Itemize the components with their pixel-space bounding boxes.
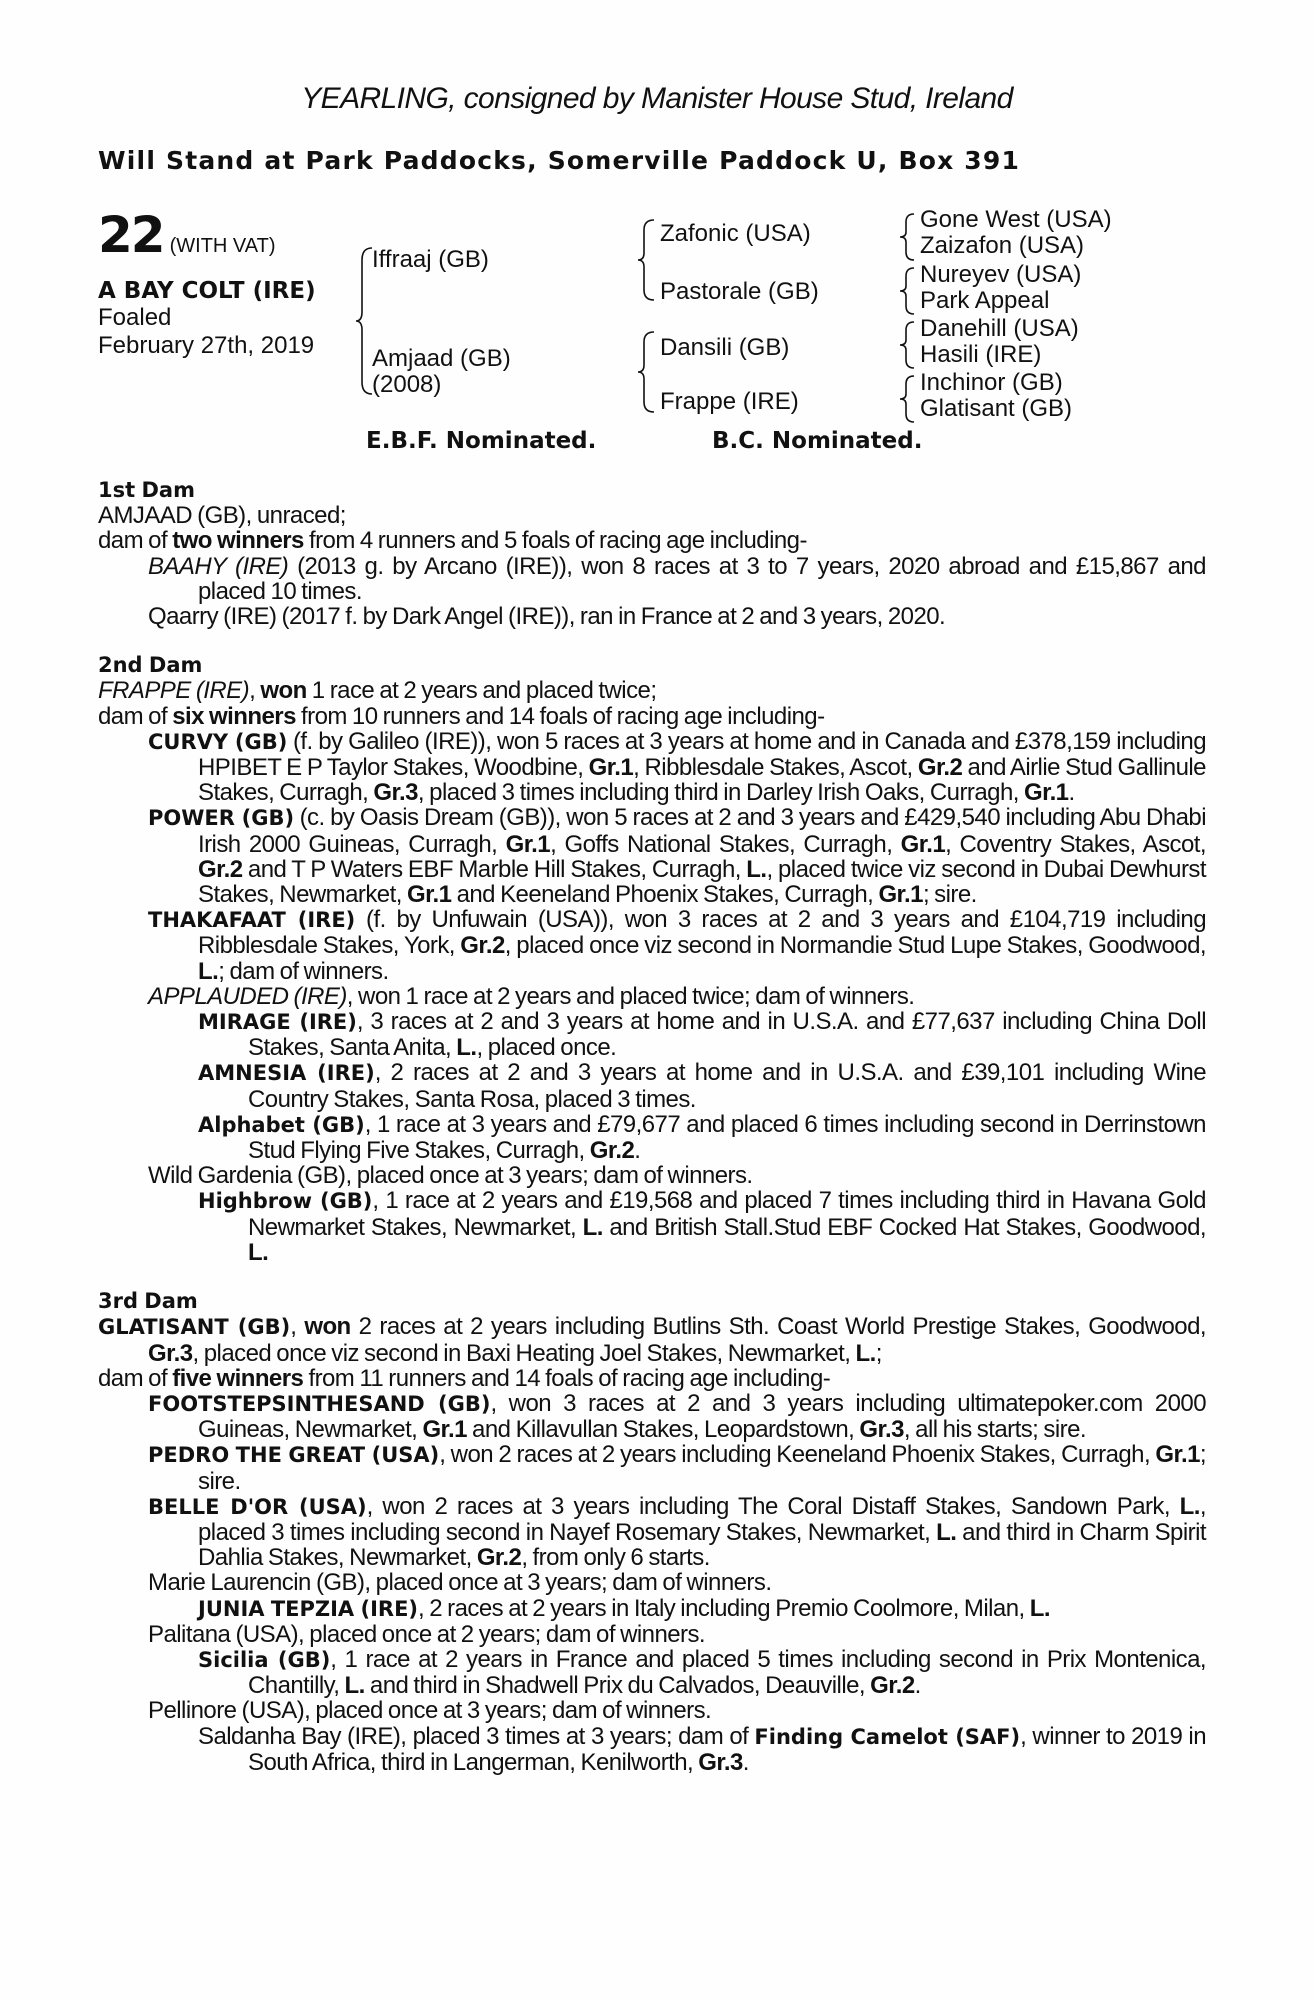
text-run: Gr.3 [859, 1416, 904, 1444]
text-run: Pellinore (USA), placed once at 3 years; dam of winners. [148, 1697, 712, 1725]
dam-sire: Dansili (GB) [660, 334, 790, 361]
text-run: Gr.2 [460, 932, 505, 960]
bc-nominated: B.C. Nominated. [712, 428, 923, 454]
text-run: Gr.1 [422, 1416, 467, 1444]
text-run: , [249, 677, 261, 705]
list-item [98, 729, 1206, 806]
section-heading-2nd-dam: 2nd Dam [98, 653, 203, 678]
text-run: 1 race at 2 years and placed twice; [306, 677, 657, 705]
list-item [98, 1391, 1206, 1442]
lot-number: 22 [98, 206, 164, 264]
text-run: , Ribblesdale Stakes, Ascot, [633, 754, 918, 782]
text-run: Gr.3 [148, 1339, 193, 1367]
text-run: Finding Camelot (SAF) [754, 1724, 1021, 1749]
list-item [98, 604, 1206, 629]
gen4-6: Hasili (IRE) [920, 341, 1042, 368]
text-run: won [304, 1313, 351, 1341]
text-run: 2 races at 2 years including Butlins Sth. Coast World Prestige Stakes, Goodwood, [350, 1313, 1206, 1341]
text-run: two winners [172, 527, 304, 555]
sire-parents-brace-icon [636, 218, 656, 302]
text-run: Marie Laurencin (GB), placed once at 3 years; dam of winners. [148, 1569, 772, 1597]
text-run: from 10 runners and 14 foals of racing age including- [295, 702, 825, 730]
text-run: , 1 race at 2 years in France and placed 5 times including second in Prix Montenica, Chantilly, [248, 1645, 1206, 1700]
text-run: Gr.3 [373, 779, 418, 807]
dam3-intro [98, 1314, 1206, 1365]
gen4-4: Park Appeal [920, 287, 1050, 314]
text-run: L. [1179, 1492, 1200, 1520]
gen4-brace-1-icon [898, 212, 916, 262]
text-run: and Keeneland Phoenix Stakes, Curragh, [451, 881, 879, 909]
text-run: Gr.2 [198, 855, 243, 883]
text-run: , 1 race at 3 years and £79,677 and placed 6 times including second in Derrinstown Stud Flying Five Stakes, Curragh, [248, 1110, 1206, 1165]
text-run: , placed 3 times including third in Darley Irish Oaks, Curragh, [417, 779, 1024, 807]
text-run: Highbrow (GB) [198, 1189, 373, 1214]
text-run: and third in Charm Spirit Dahlia Stakes, Newmarket, [198, 1518, 1206, 1572]
list-item [98, 1163, 1206, 1188]
text-run: L. [855, 1339, 876, 1367]
text-run: six winners [172, 702, 296, 730]
dam-year: (2008) [372, 371, 442, 398]
dam1-intro: AMJAAD (GB), unraced; [98, 502, 346, 530]
ebf-nominated: E.B.F. Nominated. [366, 428, 597, 454]
dam3-dam-of [98, 1366, 1206, 1391]
text-run: MIRAGE (IRE) [198, 1010, 357, 1035]
text-run: Alphabet (GB) [198, 1112, 365, 1137]
text-run: dam of [98, 702, 173, 730]
text-run: ; sire. [198, 1441, 1207, 1495]
gen4-7: Inchinor (GB) [920, 369, 1063, 396]
text-run: dam of [98, 1364, 173, 1392]
gen4-brace-3-icon [898, 320, 916, 370]
text-run: Gr.1 [505, 830, 551, 858]
text-run: , placed twice viz second in Dubai Dewhurst Stakes, Newmarket, [198, 855, 1206, 909]
text-run: Qaarry (IRE) (2017 f. by Dark Angel (IRE)), ran in France at 2 and 3 years, 2020. [148, 603, 946, 631]
text-run: BAAHY (IRE) [148, 552, 289, 580]
text-run: , won 1 race at 2 years and placed twice; dam of winners. [346, 982, 915, 1010]
text-run: and Airlie Stud Gallinule Stakes, Curragh, [198, 754, 1206, 807]
text-run: from 11 runners and 14 foals of racing age including- [303, 1364, 831, 1392]
list-item [98, 1622, 1206, 1647]
text-run: L. [456, 1034, 477, 1062]
sire-dam-brace-icon [354, 246, 374, 396]
horse-name: A BAY COLT (IRE) [98, 278, 316, 304]
text-run: Gr.1 [588, 754, 634, 782]
section-heading-3rd-dam: 3rd Dam [98, 1289, 198, 1314]
list-item [98, 1570, 1206, 1595]
text-run: L. [936, 1518, 957, 1546]
text-run: Gr.2 [589, 1137, 635, 1165]
list-item [98, 554, 1206, 604]
section-heading-1st-dam: 1st Dam [98, 478, 195, 502]
list-item [98, 1442, 1206, 1493]
gen4-8: Glatisant (GB) [920, 395, 1073, 422]
text-run: (c. by Oasis Dream (GB)), won 5 races at 2 and 3 years and £429,540 including Abu Dhabi Irish 2000 Guineas, Curragh, [198, 804, 1207, 858]
text-run: and Killavullan Stakes, Leopardstown, [466, 1416, 860, 1444]
text-run: , placed once. [476, 1034, 617, 1062]
sire-dam: Pastorale (GB) [660, 278, 819, 305]
list-item [98, 805, 1206, 907]
vat-note: (WITH VAT) [169, 235, 276, 257]
dam: Amjaad (GB) [372, 345, 511, 372]
text-run: . [914, 1672, 921, 1700]
list-item [98, 1596, 1206, 1622]
dam2-intro [98, 678, 1206, 703]
text-run: (f. by Unfuwain (USA)), won 3 races at 2 and 3 years and £104,719 including Ribblesdale Stakes, York, [198, 906, 1206, 960]
sire: Iffraaj (GB) [372, 246, 489, 273]
text-run: JUNIA TEPZIA (IRE) [198, 1596, 419, 1621]
text-run: , all his starts; sire. [903, 1416, 1086, 1444]
gen4-brace-2-icon [898, 266, 916, 316]
text-run: , placed once viz second in Baxi Heating Joel Stakes, Newmarket, [192, 1339, 856, 1367]
list-item [98, 1494, 1206, 1571]
gen4-2: Zaizafon (USA) [920, 232, 1085, 259]
text-run: , won 2 races at 3 years including The Coral Distaff Stakes, Sandown Park, [366, 1492, 1180, 1520]
text-run: Gr.1 [878, 881, 923, 909]
dam-dam: Frappe (IRE) [660, 388, 799, 415]
text-run: AMNESIA (IRE) [198, 1061, 375, 1086]
text-run: Gr.2 [870, 1672, 915, 1700]
text-run: CURVY (GB) [148, 729, 288, 754]
gen4-5: Danehill (USA) [920, 315, 1079, 342]
text-run: and British Stall.Stud EBF Cocked Hat Stakes, Goodwood, [602, 1213, 1207, 1241]
text-run: L. [1029, 1594, 1050, 1622]
text-run: Saldanha Bay (IRE), placed 3 times at 3 years; dam of [198, 1722, 755, 1750]
foaled-info [98, 304, 314, 360]
text-run: , placed 3 times including second in Nayef Rosemary Stakes, Newmarket, [198, 1492, 1207, 1546]
text-run: from 4 runners and 5 foals of racing age including- [303, 527, 807, 555]
sire-sire: Zafonic (USA) [660, 220, 811, 247]
text-run: , 2 races at 2 years in Italy including Premio Coolmore, Milan, [418, 1594, 1030, 1622]
text-run: Gr.2 [917, 754, 963, 782]
list-item [98, 1647, 1206, 1698]
text-run: L. [746, 855, 767, 883]
text-run: POWER (GB) [148, 806, 295, 831]
text-run: dam of [98, 527, 173, 555]
text-run: L. [248, 1238, 269, 1266]
text-run: Gr.1 [1155, 1441, 1200, 1469]
text-run: , Goffs National Stakes, Curragh, [550, 830, 901, 858]
list-item [98, 1188, 1206, 1265]
text-run: THAKAFAAT (IRE) [148, 908, 356, 933]
text-run: PEDRO THE GREAT (USA) [148, 1443, 440, 1468]
dam1-dam-of [98, 528, 1206, 553]
list-item [98, 984, 1206, 1009]
text-run: won [260, 677, 307, 705]
text-run: Gr.2 [476, 1544, 522, 1572]
text-run: FOOTSTEPSINTHESAND (GB) [148, 1391, 491, 1416]
text-run: . [634, 1137, 641, 1165]
text-run: , [290, 1313, 305, 1341]
text-run: ; dam of winners. [218, 957, 389, 985]
page-title: YEARLING, consigned by Manister House Stud, Ireland [301, 82, 1013, 115]
text-run: FRAPPE (IRE) [98, 677, 250, 705]
dam2-dam-of [98, 704, 1206, 729]
text-run: . [742, 1748, 749, 1776]
text-run: , winner to 2019 in South Africa, third in Langerman, Kenilworth, [248, 1722, 1206, 1776]
text-run: five winners [172, 1364, 304, 1392]
text-run: , from only 6 starts. [521, 1544, 710, 1572]
list-item [98, 1112, 1206, 1163]
text-run: , placed once viz second in Normandie Stud Lupe Stakes, Goodwood, [504, 932, 1206, 960]
text-run: (f. by Galileo (IRE)), won 5 races at 3 years at home and in Canada and £378,159 including HPIBET E P Taylor Stakes, Woodbine, [198, 727, 1206, 782]
lot-header [98, 206, 276, 264]
text-run: and T P Waters EBF Marble Hill Stakes, Curragh, [242, 855, 747, 883]
list-item [98, 1698, 1206, 1723]
text-run: , 3 races at 2 and 3 years at home and in U.S.A. and £77,637 including China Doll Stakes, Santa Anita, [248, 1008, 1206, 1062]
text-run: APPLAUDED (IRE) [148, 982, 347, 1010]
gen4-brace-4-icon [898, 374, 916, 424]
text-run: GLATISANT (GB) [98, 1315, 291, 1340]
text-run: , 2 races at 2 and 3 years at home and in U.S.A. and £39,101 including Wine Country Stakes, Santa Rosa, placed 3 times. [248, 1059, 1206, 1113]
dam-parents-brace-icon [636, 330, 656, 414]
text-run: , won 3 races at 2 and 3 years including ultimatepoker.com 2000 Guineas, Newmarket, [198, 1389, 1207, 1444]
text-run: and third in Shadwell Prix du Calvados, Deauville, [364, 1672, 871, 1700]
produce-record [98, 478, 1206, 1775]
text-run: ; sire. [922, 881, 977, 909]
list-item [98, 907, 1206, 984]
text-run: BELLE D'OR (USA) [148, 1494, 367, 1519]
stand-location: Will Stand at Park Paddocks, Somerville Paddock U, Box 391 [98, 146, 1021, 175]
text-run: Sicilia (GB) [198, 1647, 331, 1672]
text-run: , 1 race at 2 years and £19,568 and placed 7 times including third in Havana Gold Newmarket Stakes, Newmarket, [248, 1187, 1206, 1241]
text-run: Gr.3 [698, 1748, 743, 1776]
list-item [98, 1009, 1206, 1060]
gen4-1: Gone West (USA) [920, 206, 1112, 233]
text-run: Gr.1 [1023, 779, 1069, 807]
text-run: Gr.1 [900, 830, 946, 858]
gen4-3: Nureyev (USA) [920, 261, 1082, 288]
foaled-date: February 27th, 2019 [98, 332, 315, 359]
text-run: Palitana (USA), placed once at 2 years; dam of winners. [148, 1620, 706, 1648]
text-run: , won 2 races at 2 years including Keeneland Phoenix Stakes, Curragh, [439, 1441, 1156, 1469]
text-run: (2013 g. by Arcano (IRE)), won 8 races at 3 to 7 years, 2020 abroad and £15,867 and placed 10 times. [198, 552, 1206, 605]
text-run: L. [198, 957, 219, 985]
text-run: Gr.1 [406, 881, 452, 909]
text-run: ; [875, 1339, 882, 1367]
foaled-label: Foaled [98, 304, 172, 331]
text-run: L. [344, 1672, 365, 1700]
text-run: , Coventry Stakes, Ascot, [945, 830, 1206, 858]
list-item [98, 1060, 1206, 1111]
list-item [98, 1724, 1206, 1775]
text-run: Wild Gardenia (GB), placed once at 3 years; dam of winners. [148, 1162, 753, 1190]
text-run: . [1068, 779, 1075, 807]
text-run: L. [582, 1213, 603, 1241]
